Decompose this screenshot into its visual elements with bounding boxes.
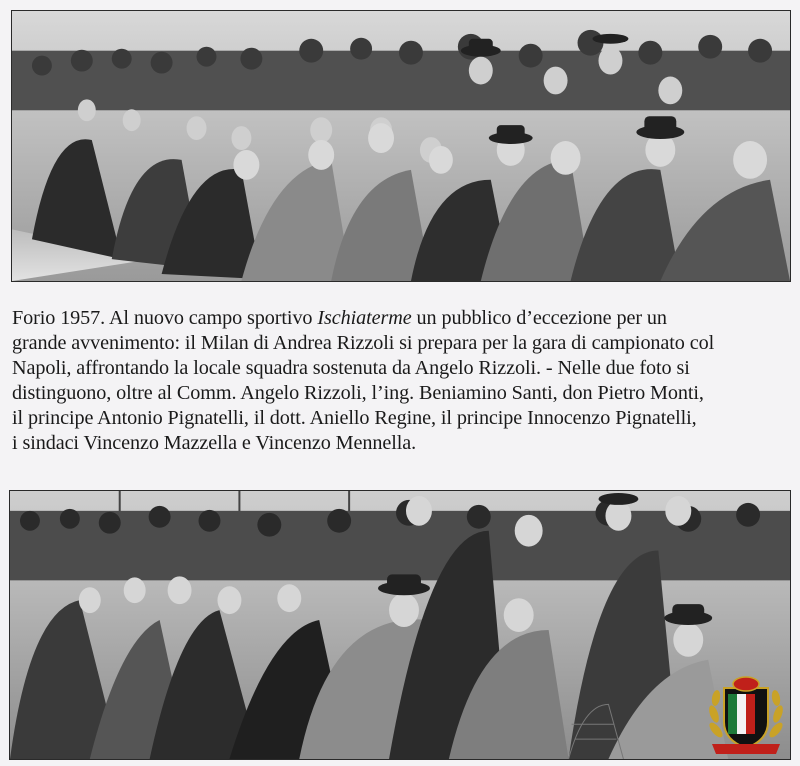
photo-bottom-image [10, 491, 790, 759]
photo-caption [12, 306, 792, 456]
caption-line-3: Napoli, affrontando la locale squadra sostenuta da Angelo Rizzoli. - Nelle due foto si [12, 357, 690, 379]
caption-line-6: i sindaci Vincenzo Mazzella e Vincenzo Mennella. [12, 432, 417, 454]
caption-line-1 [12, 306, 792, 331]
photo-top-crowd [11, 10, 791, 282]
caption-line-4: distinguono, oltre al Comm. Angelo Rizzoli, l’ing. Beniamino Santi, don Pietro Monti, [12, 382, 704, 404]
photo-top-image [12, 11, 790, 281]
caption-line-5: il principe Antonio Pignatelli, il dott. Aniello Regine, il principe Innocenzo Pignatelli, [12, 407, 697, 429]
badge-emblem-icon [706, 674, 786, 756]
caption-line-1-start: Forio 1957. Al nuovo campo sportivo [12, 307, 318, 329]
caption-line-1-end: un pubblico d’eccezione per un [411, 307, 667, 329]
caption-venue-name: Ischiaterme [317, 307, 412, 329]
club-badge-logo [706, 674, 786, 756]
photo-bottom-spectators [9, 490, 791, 760]
caption-line-2: grande avvenimento: il Milan di Andrea Rizzoli si prepara per la gara di campionato col [12, 332, 715, 354]
